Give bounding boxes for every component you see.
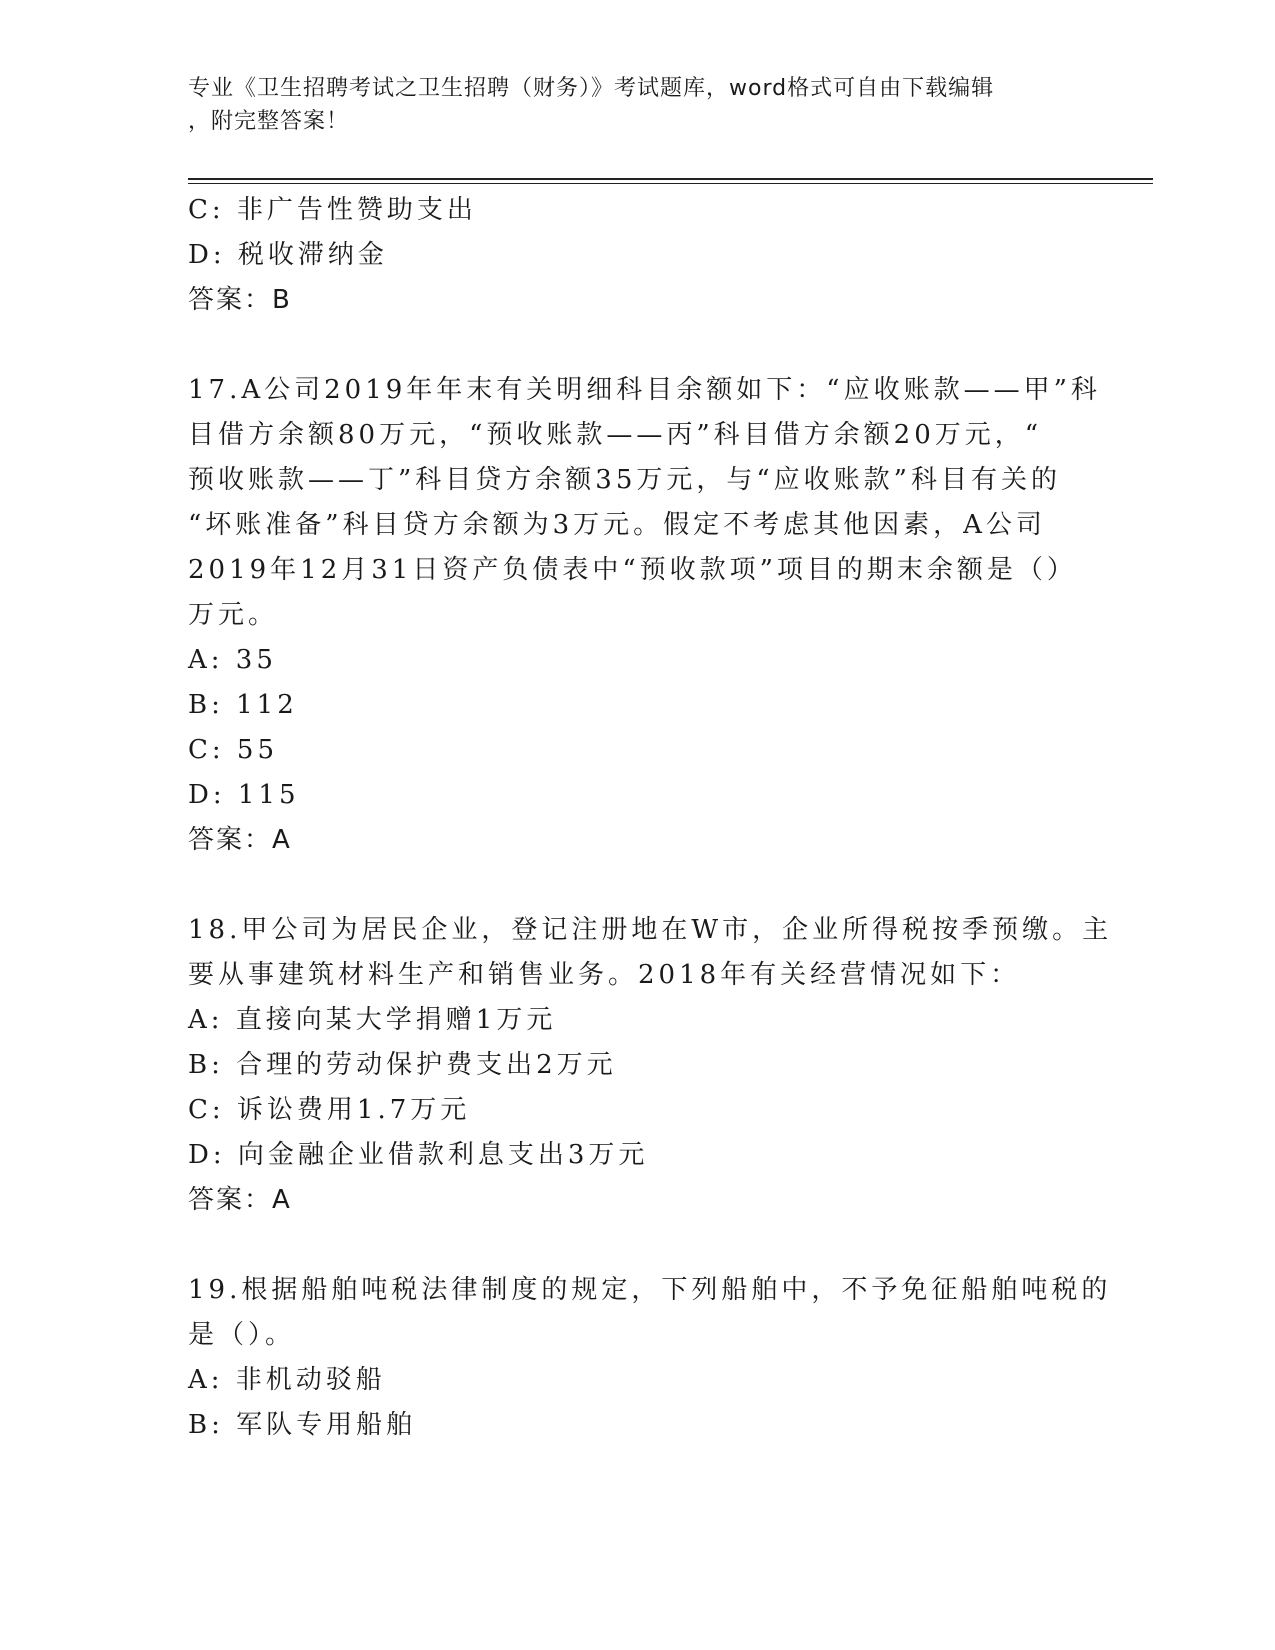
question-stem-line: 万元。 [188,600,279,630]
document-header [188,72,1068,138]
option-c: C: 诉讼费用1.7万元 [188,1095,471,1125]
answer-label: 答案：A [188,825,292,855]
spacer [188,323,1088,368]
option-c: C: 非广告性赞助支出 [188,195,477,225]
answer-label: 答案：A [188,1185,292,1215]
option-b: B: 112 [188,690,298,720]
option-d: D: 115 [188,780,300,810]
question-17 [188,368,1101,863]
spacer [188,1223,1088,1268]
question-stem-line: “坏账准备”科目贷方余额为3万元。假定不考虑其他因素，A公司 [188,510,1046,540]
option-c: C: 55 [188,735,279,765]
option-d: D: 税收滞纳金 [188,240,388,270]
question-stem-line: 18.甲公司为居民企业，登记注册地在W市，企业所得税按季预缴。主 [188,915,1113,945]
question-stem-line: 是（）。 [188,1320,296,1350]
option-d: D: 向金融企业借款利息支出3万元 [188,1140,649,1170]
option-b: B: 合理的劳动保护费支出2万元 [188,1050,617,1080]
question-18 [188,908,1113,1223]
question-19 [188,1268,1112,1448]
spacer [188,863,1088,908]
option-a: A: 非机动驳船 [188,1365,386,1395]
header-line-2: ，附完整答案！ [188,109,350,134]
question-stem-line: 2019年12月31日资产负债表中“预收款项”项目的期末余额是（） [188,555,1077,585]
question-list [188,188,1113,1448]
option-b: B: 军队专用船舶 [188,1410,417,1440]
header-rule-thin [188,183,1153,184]
header-line-1: 专业《卫生招聘考试之卫生招聘（财务）》考试题库，word格式可自由下载编辑 [188,76,995,101]
question-stem-line: 19.根据船舶吨税法律制度的规定，下列船舶中，不予免征船舶吨税的 [188,1275,1112,1305]
question-16-tail [188,188,1088,323]
option-a: A: 35 [188,645,277,675]
question-stem-line: 17.A公司2019年年末有关明细科目余额如下：“应收账款——甲”科 [188,375,1101,405]
question-stem-line: 预收账款——丁”科目贷方余额35万元，与“应收账款”科目有关的 [188,465,1061,495]
answer-label: 答案：B [188,285,292,315]
question-stem-line: 目借方余额80万元，“预收账款——丙”科目借方余额20万元，“ [188,420,1043,450]
option-a: A: 直接向某大学捐赠1万元 [188,1005,557,1035]
header-rule-thick [188,178,1153,180]
question-stem-line: 要从事建筑材料生产和销售业务。2018年有关经营情况如下： [188,960,1021,990]
